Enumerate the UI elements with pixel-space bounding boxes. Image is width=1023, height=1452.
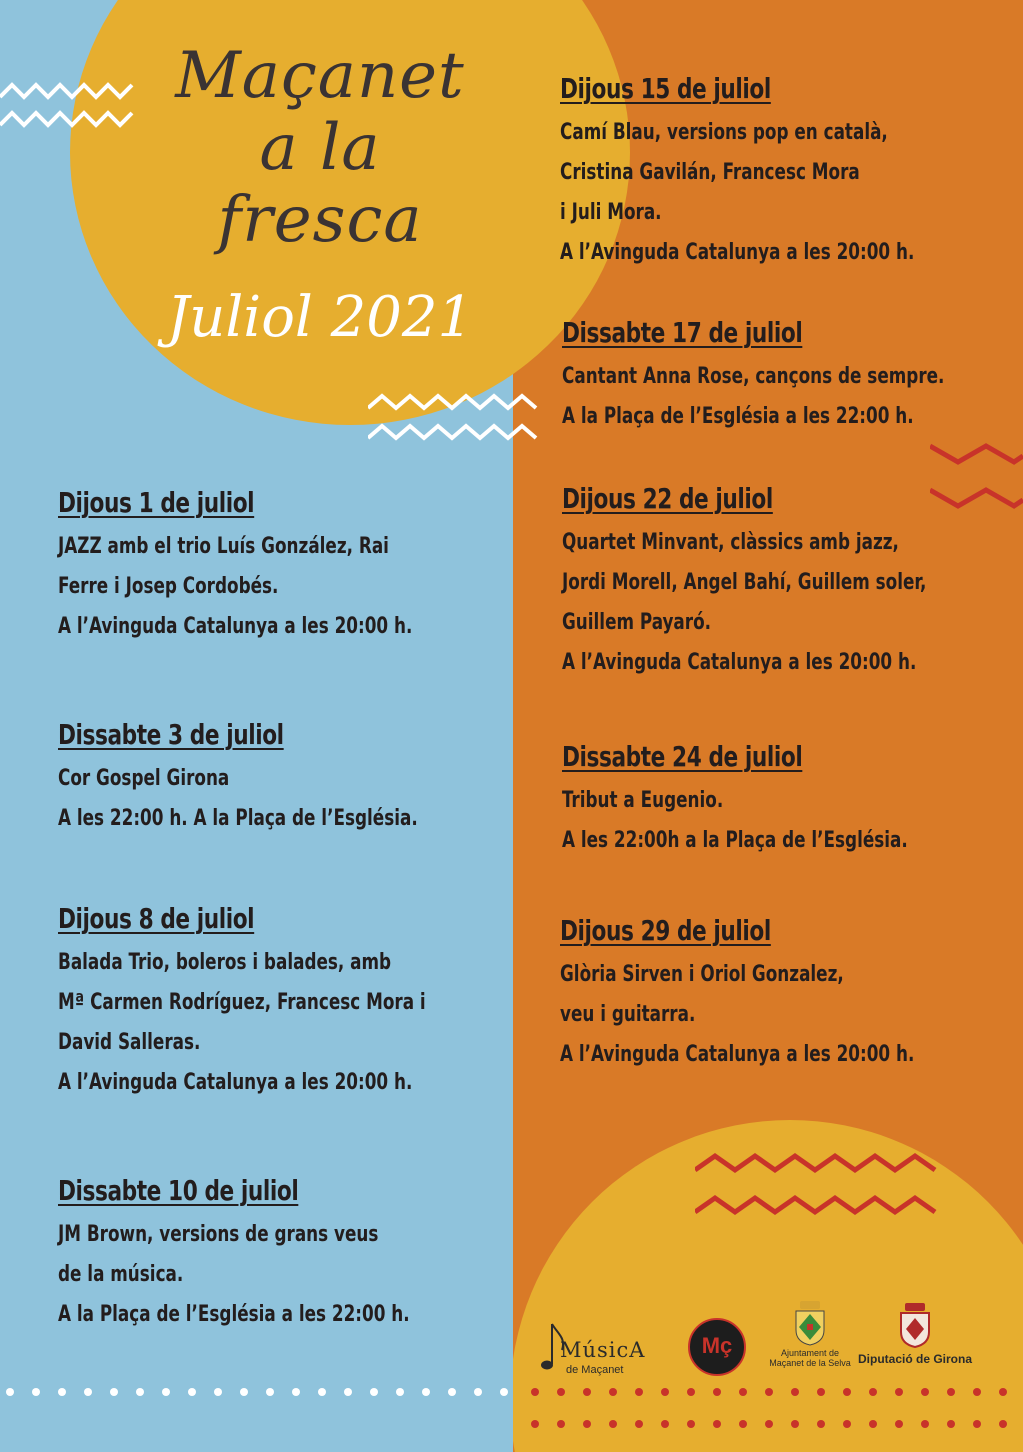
event-line: veu i guitarra. [560, 1002, 696, 1027]
dot [635, 1420, 643, 1428]
dot [869, 1420, 877, 1428]
event-line: Cristina Gavilán, Francesc Mora [560, 160, 860, 185]
dot [921, 1388, 929, 1396]
dot [791, 1388, 799, 1396]
event-jul-10 [58, 1174, 472, 1335]
event-line: A les 22:00h a la Plaça de l’Església. [562, 828, 908, 853]
event-jul-3 [58, 718, 481, 839]
dot [843, 1388, 851, 1396]
dot [609, 1420, 617, 1428]
event-line: Cor Gospel Girona [58, 766, 230, 791]
dot [58, 1388, 66, 1396]
event-line: A l’Avinguda Catalunya a les 20:00 h. [560, 240, 915, 265]
dot [84, 1388, 92, 1396]
dot [6, 1388, 14, 1396]
dot [687, 1388, 695, 1396]
event-jul-8 [58, 902, 491, 1103]
dot [344, 1388, 352, 1396]
event-date: Dissabte 24 de juliol [562, 740, 803, 773]
dot [973, 1420, 981, 1428]
event-line: David Salleras. [58, 1030, 201, 1055]
ajuntament-line-2: Maçanet de la Selva [769, 1358, 851, 1368]
event-line: Guillem Payaró. [562, 610, 712, 635]
dot [947, 1420, 955, 1428]
red-dots-rows [513, 1380, 1023, 1440]
dot [136, 1388, 144, 1396]
dot [843, 1420, 851, 1428]
dot [635, 1388, 643, 1396]
event-line: A l’Avinguda Catalunya a les 20:00 h. [58, 1070, 413, 1095]
dot [999, 1420, 1007, 1428]
diputacio-crest-icon [898, 1302, 932, 1348]
dot [474, 1388, 482, 1396]
dot [396, 1388, 404, 1396]
event-date: Dijous 29 de juliol [560, 914, 771, 947]
dot [557, 1388, 565, 1396]
coat-of-arms-icon [793, 1300, 827, 1346]
event-jul-24 [562, 740, 969, 861]
event-date: Dijous 1 de juliol [58, 486, 255, 519]
dot [687, 1420, 695, 1428]
title-line-1: Maçanet [175, 39, 465, 113]
white-zigzag-middle [368, 390, 538, 450]
dot [448, 1388, 456, 1396]
dot [240, 1388, 248, 1396]
dot [531, 1420, 539, 1428]
event-line: A les 22:00 h. A la Plaça de l’Església. [58, 806, 418, 831]
event-line: Jordi Morell, Angel Bahí, Guillem soler, [562, 570, 927, 595]
dot [214, 1388, 222, 1396]
dot [422, 1388, 430, 1396]
event-date: Dijous 8 de juliol [58, 902, 255, 935]
dot [609, 1388, 617, 1396]
event-line: JAZZ amb el trio Luís González, Rai [58, 534, 389, 559]
dot [292, 1388, 300, 1396]
poster-title [150, 40, 490, 350]
event-date: Dissabte 10 de juliol [58, 1174, 299, 1207]
dot [188, 1388, 196, 1396]
event-line: Cantant Anna Rose, cançons de sempre. [562, 364, 945, 389]
dot [713, 1388, 721, 1396]
event-line: A l’Avinguda Catalunya a les 20:00 h. [562, 650, 917, 675]
dot [557, 1420, 565, 1428]
dot [266, 1388, 274, 1396]
event-line: Glòria Sirven i Oriol Gonzalez, [560, 962, 844, 987]
dot [947, 1388, 955, 1396]
event-date: Dijous 15 de juliol [560, 72, 771, 105]
dot [739, 1388, 747, 1396]
event-line: Ferre i Josep Cordobés. [58, 574, 279, 599]
title-subtitle: Juliol 2021 [166, 285, 474, 350]
event-jul-22 [562, 482, 991, 683]
dot [531, 1388, 539, 1396]
event-line: Balada Trio, boleros i balades, amb [58, 950, 392, 975]
dot [110, 1388, 118, 1396]
dot [583, 1420, 591, 1428]
dot [370, 1388, 378, 1396]
event-date: Dissabte 17 de juliol [562, 316, 803, 349]
event-date: Dijous 22 de juliol [562, 482, 773, 515]
event-line: JM Brown, versions de grans veus [58, 1222, 379, 1247]
dot [162, 1388, 170, 1396]
diputacio-logo [845, 1302, 985, 1366]
event-line: Quartet Minvant, clàssics amb jazz, [562, 530, 899, 555]
dot [791, 1420, 799, 1428]
event-date: Dissabte 3 de juliol [58, 718, 284, 751]
event-line: A l’Avinguda Catalunya a les 20:00 h. [560, 1042, 915, 1067]
event-line: A la Plaça de l’Església a les 22:00 h. [562, 404, 914, 429]
dot [895, 1388, 903, 1396]
dot [713, 1420, 721, 1428]
dot [661, 1420, 669, 1428]
mc-badge-logo [688, 1318, 746, 1376]
dot [739, 1420, 747, 1428]
dot [500, 1388, 508, 1396]
mc-badge-text: Mç [701, 1333, 733, 1358]
dot [765, 1420, 773, 1428]
dot [817, 1420, 825, 1428]
dot [869, 1388, 877, 1396]
event-line: Mª Carmen Rodríguez, Francesc Mora i [58, 990, 426, 1015]
diputacio-label: Diputació de Girona [857, 1352, 972, 1366]
ajuntament-line-1: Ajuntament de [780, 1348, 840, 1358]
sponsor-logos [540, 1300, 990, 1380]
event-line: de la música. [58, 1262, 184, 1287]
dot [32, 1388, 40, 1396]
event-jul-17 [562, 316, 1012, 437]
dot [895, 1420, 903, 1428]
event-jul-29 [560, 914, 977, 1075]
musica-logo-subtext: de Maçanet [566, 1364, 624, 1376]
musica-logo-text: MúsicA [560, 1338, 646, 1362]
event-line: i Juli Mora. [560, 200, 662, 225]
event-line: A la Plaça de l’Església a les 22:00 h. [58, 1302, 410, 1327]
dot [817, 1388, 825, 1396]
dot [999, 1388, 1007, 1396]
red-zigzag-bottom [695, 1150, 940, 1230]
dot [583, 1388, 591, 1396]
dot [921, 1420, 929, 1428]
dot [661, 1388, 669, 1396]
event-jul-15 [560, 72, 977, 273]
title-line-2: a la fresca [217, 111, 423, 257]
white-zigzag-top-left [0, 75, 135, 135]
event-line: A l’Avinguda Catalunya a les 20:00 h. [58, 614, 413, 639]
event-jul-1 [58, 486, 475, 647]
event-line: Camí Blau, versions pop en català, [560, 120, 888, 145]
dot [318, 1388, 326, 1396]
dot [765, 1388, 773, 1396]
event-line: Tribut a Eugenio. [562, 788, 724, 813]
white-dots-row [0, 1380, 513, 1440]
dot [973, 1388, 981, 1396]
